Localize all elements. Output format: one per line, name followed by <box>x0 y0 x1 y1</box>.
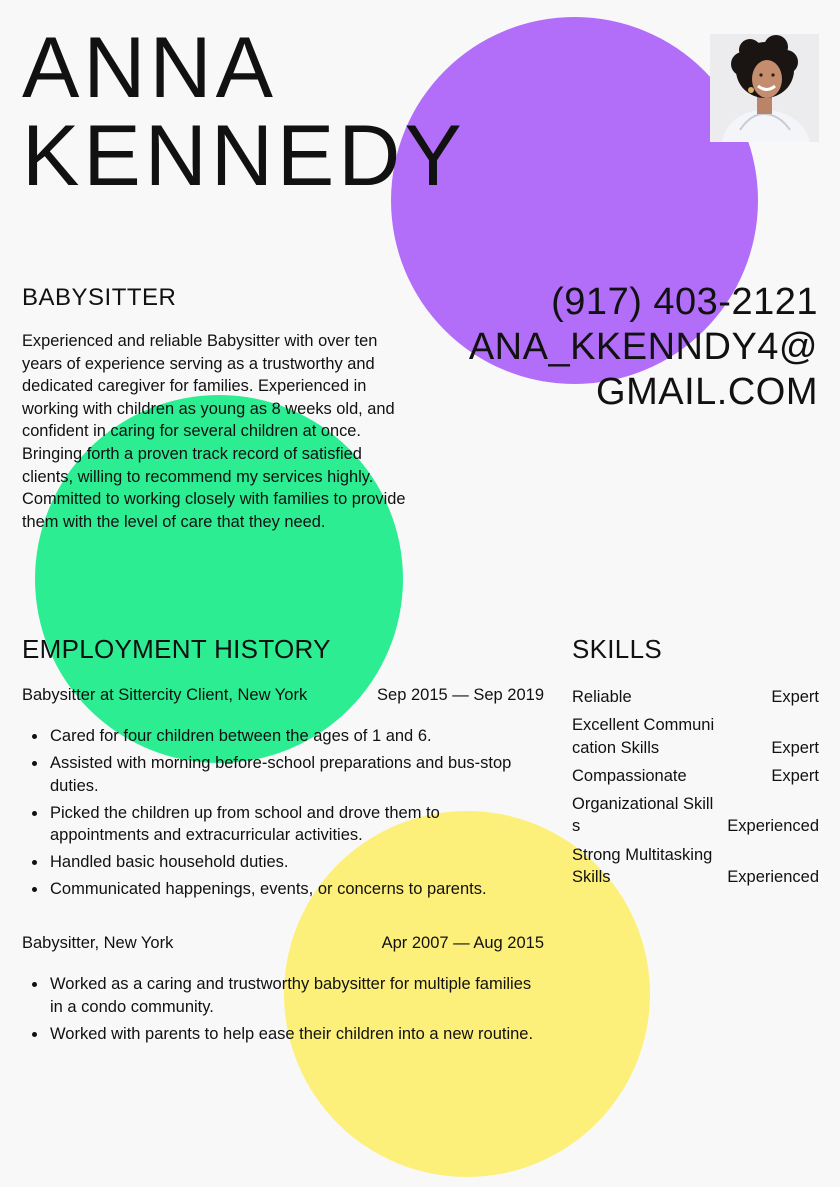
skills-heading: SKILLS <box>572 634 662 664</box>
employment-history-heading: EMPLOYMENT HISTORY <box>22 634 331 664</box>
job-entry-header <box>22 934 544 953</box>
skill-row <box>572 686 819 709</box>
skill-level: Experienced <box>727 868 819 887</box>
skills-list <box>572 686 819 894</box>
email-address-line-1[interactable]: ANA_KKENNDY4@ <box>468 326 818 368</box>
skill-name: Strong Multitasking Skills <box>572 845 713 887</box>
duty-item: Picked the children up from school and drove them to appointments and extracurricular activities. <box>22 802 542 847</box>
job-entry-header <box>22 686 544 705</box>
avatar-icon <box>710 34 819 142</box>
job-title: BABYSITTER <box>22 284 177 311</box>
job-dates: Sep 2015 — Sep 2019 <box>377 686 544 704</box>
job-position: Babysitter at Sittercity Client, New York <box>22 686 308 704</box>
duty-item: Cared for four children between the ages of 1 and 6. <box>22 725 542 748</box>
skill-name: Excellent Communication Skills <box>572 716 715 757</box>
skill-name: Organizational Skills <box>572 794 714 836</box>
duty-item: Worked with parents to help ease their children into a new routine. <box>22 1023 542 1046</box>
job-dates: Apr 2007 — Aug 2015 <box>381 934 544 952</box>
skill-level: Experienced <box>727 817 819 836</box>
skill-row <box>572 714 819 759</box>
first-name: ANNA <box>22 20 277 116</box>
job-duties-list <box>22 973 542 1050</box>
duty-item: Handled basic household duties. <box>22 851 542 874</box>
skill-name: Compassionate <box>572 766 687 785</box>
candidate-name <box>22 20 466 204</box>
skill-row <box>572 793 819 838</box>
job-position: Babysitter, New York <box>22 934 174 952</box>
skill-row <box>572 765 819 788</box>
profile-summary: Experienced and reliable Babysitter with over ten years of experience serving as a trustworthy and dedicated caregiver for families. Experienced in working with children as young as 8 weeks old, and confident in caring for several children at once. Bringing forth a proven track record of satisfied clients, willing to recommend my services highly. Committed to working closely with families to provide them with the level of care that they need. <box>22 332 406 531</box>
duty-item: Communicated happenings, events, or concerns to parents. <box>22 878 542 901</box>
phone-number[interactable]: (917) 403-2121 <box>551 281 818 323</box>
job-duties-list <box>22 725 542 905</box>
duty-item: Assisted with morning before-school preparations and bus-stop duties. <box>22 752 542 797</box>
skill-name: Reliable <box>572 688 632 706</box>
contact-info <box>469 280 818 415</box>
skill-level: Expert <box>771 738 819 757</box>
duty-item: Worked as a caring and trustworthy babysitter for multiple families in a condo community. <box>22 973 542 1018</box>
last-name: KENNEDY <box>22 108 466 204</box>
skill-level: Expert <box>771 766 819 785</box>
skill-row <box>572 844 819 889</box>
email-address-line-2[interactable]: GMAIL.COM <box>596 371 818 413</box>
profile-photo <box>710 34 819 142</box>
skill-level: Expert <box>771 688 819 706</box>
